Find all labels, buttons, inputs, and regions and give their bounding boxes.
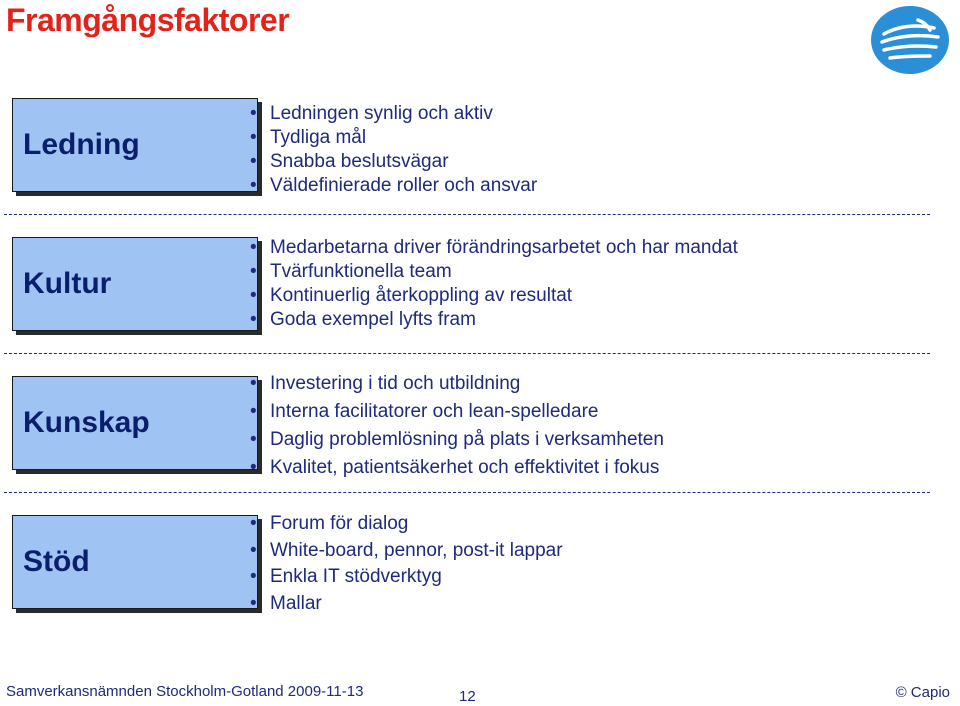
label-box-kultur bbox=[12, 237, 258, 331]
list-item: • Kvalitet, patientsäkerhet och effektivitet i fokus bbox=[250, 454, 664, 482]
bullet-list bbox=[250, 511, 563, 617]
bullet-list bbox=[250, 102, 537, 198]
page-title: Framgångsfaktorer bbox=[6, 2, 290, 38]
copyright: © Capio bbox=[895, 684, 950, 701]
dashed-divider bbox=[4, 353, 930, 354]
bullet-list bbox=[250, 236, 738, 332]
list-item: • Daglig problemlösning på plats i verksamheten bbox=[250, 426, 664, 454]
label-box-stod bbox=[12, 515, 258, 609]
section-label: Stöd bbox=[23, 545, 90, 578]
label-box-kunskap bbox=[12, 376, 258, 470]
list-item: • Interna facilitatorer och lean-spelledare bbox=[250, 398, 664, 426]
list-item: • Goda exempel lyfts fram bbox=[250, 308, 738, 332]
list-item: • Snabba beslutsvägar bbox=[250, 150, 537, 174]
section-label: Kultur bbox=[23, 267, 112, 300]
list-item: • Väldefinierade roller och ansvar bbox=[250, 174, 537, 198]
list-item: • Ledningen synlig och aktiv bbox=[250, 102, 537, 126]
label-box-ledning bbox=[12, 98, 258, 192]
footer-text: Samverkansnämnden Stockholm-Gotland 2009-11-13 bbox=[6, 683, 364, 700]
capio-hand-logo-icon bbox=[868, 4, 952, 76]
dashed-divider bbox=[4, 214, 930, 215]
dashed-divider bbox=[4, 492, 930, 493]
list-item: • Tvärfunktionella team bbox=[250, 260, 738, 284]
page-number: 12 bbox=[459, 688, 476, 705]
list-item: • White-board, pennor, post-it lappar bbox=[250, 538, 563, 565]
list-item: • Investering i tid och utbildning bbox=[250, 370, 664, 398]
list-item: • Kontinuerlig återkoppling av resultat bbox=[250, 284, 738, 308]
list-item: • Medarbetarna driver förändringsarbetet och har mandat bbox=[250, 236, 738, 260]
section-label: Kunskap bbox=[23, 406, 150, 439]
list-item: • Tydliga mål bbox=[250, 126, 537, 150]
list-item: • Enkla IT stödverktyg bbox=[250, 564, 563, 591]
section-label: Ledning bbox=[23, 128, 140, 161]
bullet-list bbox=[250, 370, 664, 482]
list-item: • Mallar bbox=[250, 591, 563, 618]
list-item: • Forum för dialog bbox=[250, 511, 563, 538]
